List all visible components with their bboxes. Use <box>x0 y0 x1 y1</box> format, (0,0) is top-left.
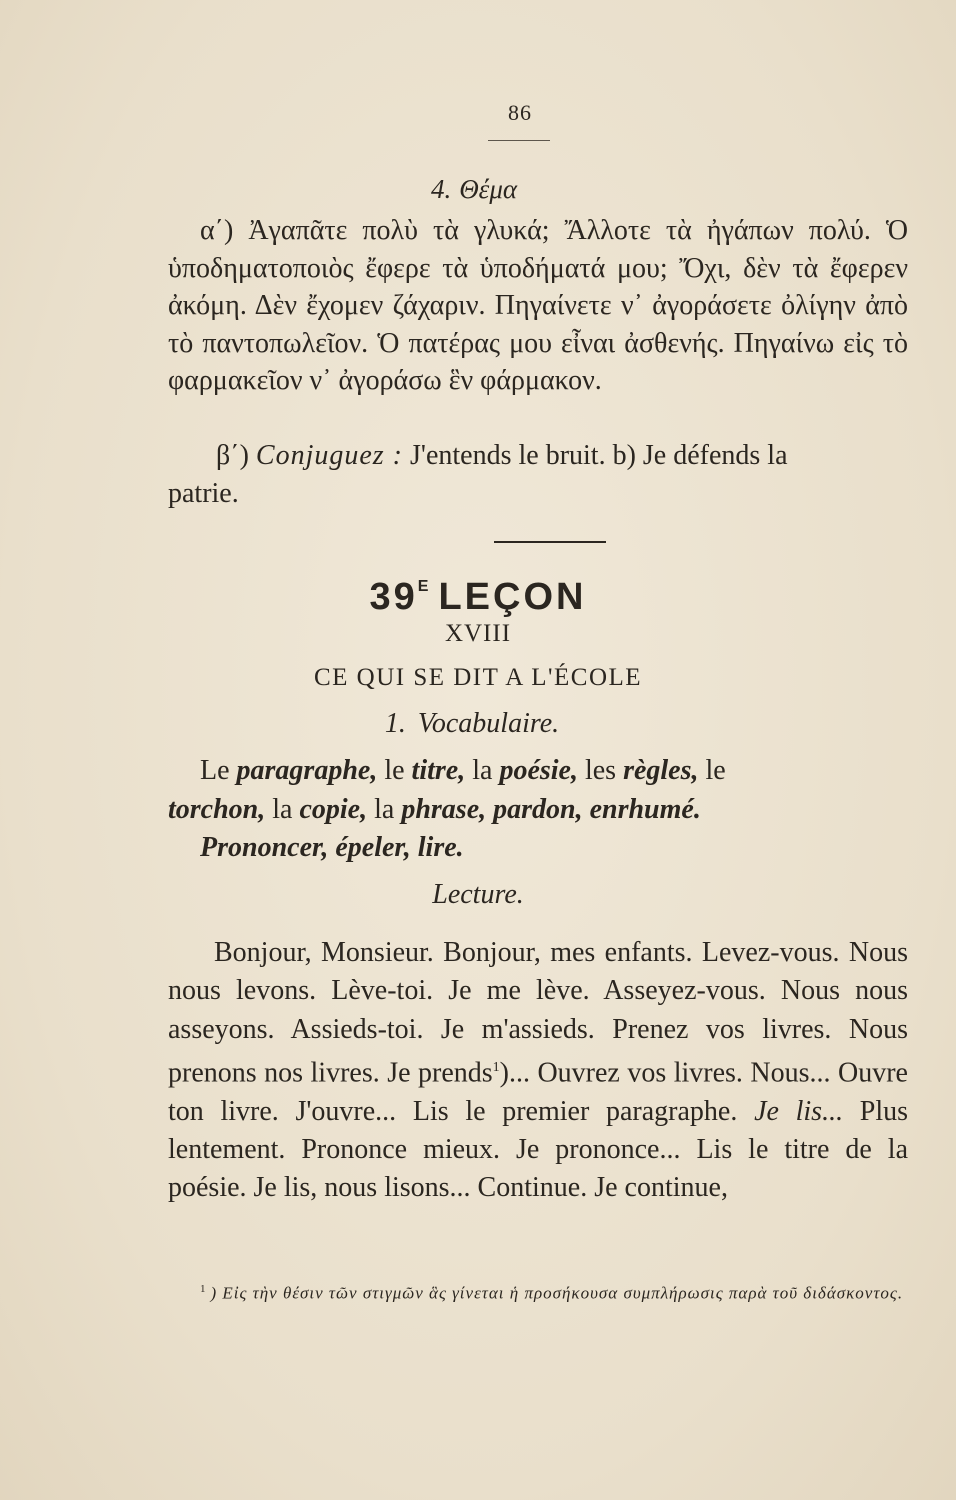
vocab-article: la <box>272 793 293 825</box>
vocab-verbs: Prononcer, épeler, lire. <box>200 832 464 863</box>
reading-text <box>168 934 908 1207</box>
vocab-word: paragraphe, <box>236 755 378 786</box>
vocabulary-heading <box>0 708 956 740</box>
conjugation-label: β΄) <box>216 440 249 471</box>
vocab-article: le <box>705 755 726 786</box>
conjugation-part-b-cont: patrie. <box>168 477 239 509</box>
vocab-word: titre, <box>411 755 466 786</box>
reading-italic: Je lis... <box>754 1095 844 1127</box>
reading-part-2: )... Ouvrez vos livres. Nous... Ouvre ton livre. J'ouvre... Lis le premier paragraphe. <box>168 1057 908 1127</box>
page-number-rule <box>488 140 550 141</box>
section-divider <box>494 541 606 543</box>
vocab-article: Le <box>200 755 230 786</box>
footnote-ref: 1 <box>492 1059 500 1075</box>
exercise-number: 4. <box>430 174 452 204</box>
lecture-heading: Lecture. <box>432 879 524 910</box>
reading-part-3: Plus lentement. Prononce mieux. Je prononce... Lis le titre de la poésie. Je lis, nous lisons... Continue. Je continue, <box>168 1095 909 1204</box>
vocabulary-list <box>168 752 910 868</box>
footnote-mark: 1 <box>200 1283 207 1295</box>
lesson-roman-numeral: XVIII <box>444 620 512 647</box>
chapter-title: CE QUI SE DIT A L'ÉCOLE <box>313 664 643 691</box>
footnote-text: ) Εἰς τὴν θέσιν τῶν στιγμῶν ἃς γίνεται ἡ προσήκουσα συμπλήρωσις παρὰ τοῦ διδάσκοντος. <box>210 1283 904 1303</box>
vocab-word: phrase, pardon, enrhumé. <box>401 793 701 825</box>
conjugation-part-b: b) Je défends la <box>612 440 788 471</box>
conjugation-part-a: J'entends le bruit. <box>410 440 606 471</box>
exercise-heading <box>0 174 956 205</box>
vocab-word: copie, <box>299 793 368 825</box>
reading-part-1: Bonjour, Monsieur. Bonjour, mes enfants. Levez-vous. Nous nous levons. Lève-toi. Je me lève. Asseyez-vous. Nous nous asseyons. Assieds-toi. Je m'assieds. Prenez vos livres. Nous prenons nos livres. Je prends <box>168 937 908 1089</box>
greek-exercise-text: α΄) Ἀγαπᾶτε πολὺ τὰ γλυκά; Ἄλλοτε τὰ ἠγάπων πολύ. Ὁ ὑποδηματοποιὸς ἔφερε τὰ ὑποδήματά μου; Ὄχι, δὲν τὰ ἔφερεν ἀκόμη. Δὲν ἔχομεν ζάχαριν. Πηγαίνετε ν᾿ ἀγοράσετε ὀλίγην ἀπὸ τὸ παντοπωλεῖον. Ὁ πατέρας μου εἶναι ἀσθενής. Πηγαίνω εἰς τὸ φαρμακεῖον ν᾿ ἀγοράσω ἓν φάρμακον. <box>168 215 908 396</box>
conjugation-instruction: Conjuguez : <box>255 440 404 471</box>
greek-exercise <box>168 212 908 400</box>
lesson-number: 39 <box>369 576 418 618</box>
lesson-title <box>0 576 956 619</box>
exercise-title: Θέμα <box>459 174 518 204</box>
conjugation-exercise <box>168 437 908 512</box>
vocab-article: la <box>374 793 395 825</box>
vocab-word: poésie, <box>499 755 578 786</box>
vocab-article: les <box>584 755 617 786</box>
lesson-ordinal: E <box>417 578 429 595</box>
vocab-word: torchon, <box>168 793 266 825</box>
vocab-article: la <box>472 755 493 786</box>
vocab-word: règles, <box>623 755 699 786</box>
page-number: 86 <box>508 100 532 125</box>
vocab-article: le <box>384 755 405 786</box>
lesson-word: LEÇON <box>438 576 587 618</box>
vocabulary-title: Vocabulaire. <box>417 708 560 739</box>
vocabulary-number: 1. <box>384 708 406 739</box>
footnote <box>168 1277 908 1306</box>
